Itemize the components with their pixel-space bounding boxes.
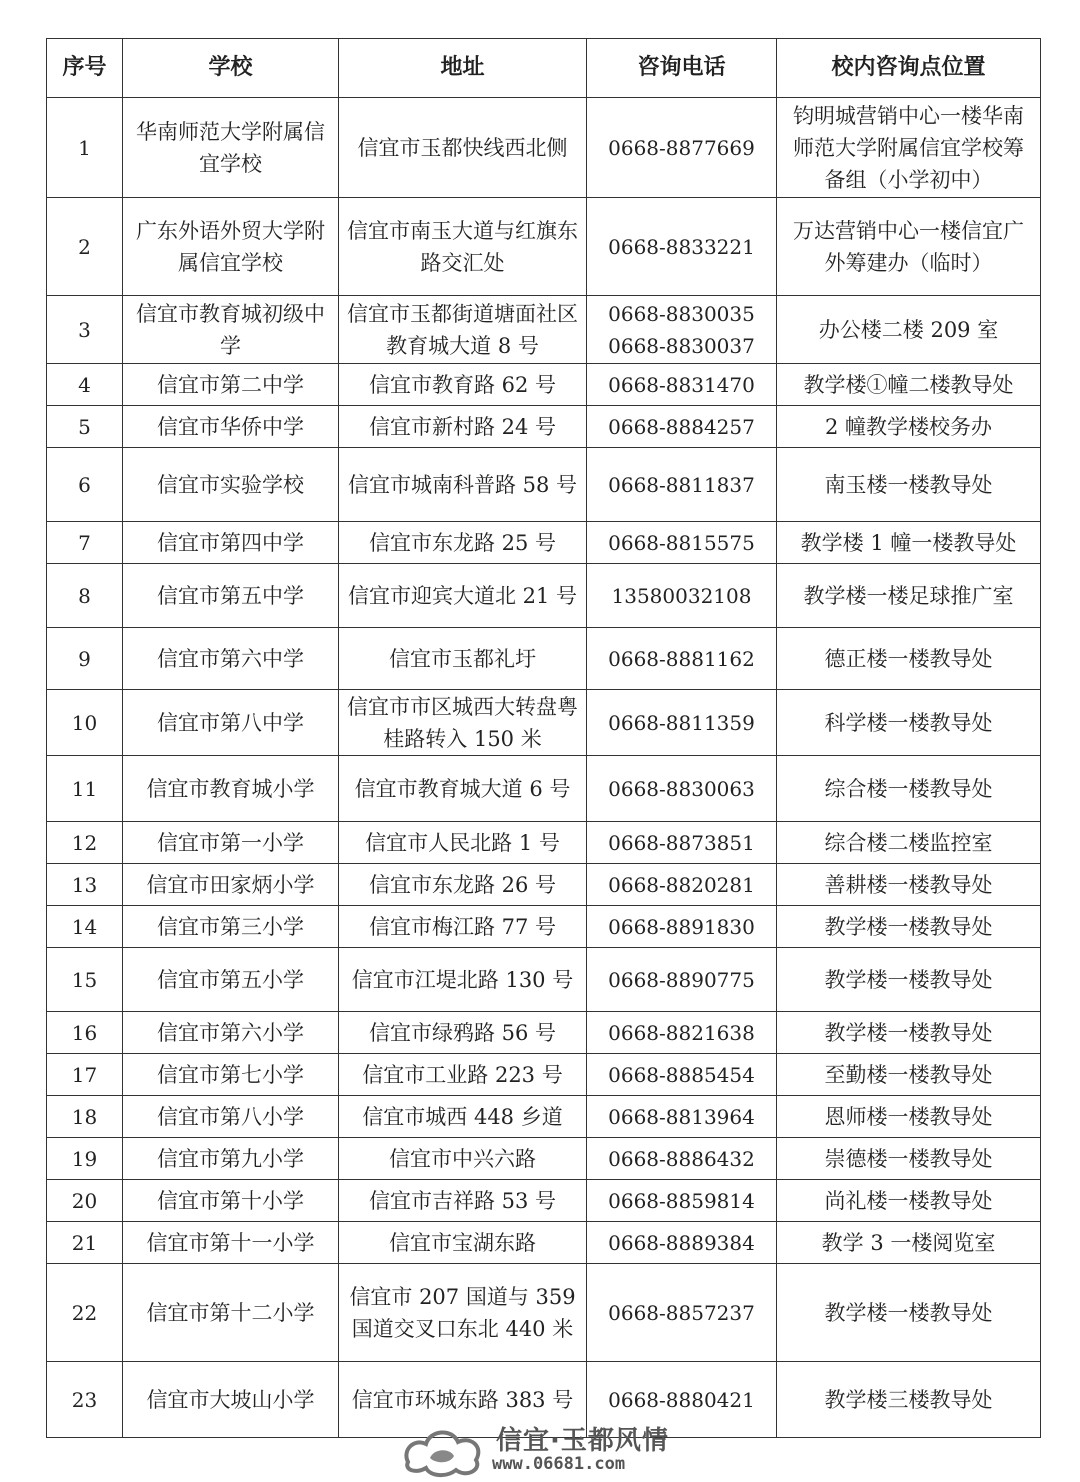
cell-location: 教学 3 一楼阅览室 xyxy=(777,1222,1041,1264)
cell-address: 信宜市宝湖东路 xyxy=(339,1222,587,1264)
header-school: 学校 xyxy=(123,39,339,98)
cell-location: 尚礼楼一楼教导处 xyxy=(777,1180,1041,1222)
cell-address: 信宜市吉祥路 53 号 xyxy=(339,1180,587,1222)
cell-location: 2 幢教学楼校务办 xyxy=(777,406,1041,448)
cell-address: 信宜市 207 国道与 359 国道交叉口东北 440 米 xyxy=(339,1264,587,1362)
table-row xyxy=(47,1180,1041,1222)
cell-phone: 0668-8889384 xyxy=(587,1222,777,1264)
table-row xyxy=(47,1264,1041,1362)
cell-phone: 0668-8886432 xyxy=(587,1138,777,1180)
cell-location: 教学楼①幢二楼教导处 xyxy=(777,364,1041,406)
cell-phone: 0668-8880421 xyxy=(587,1362,777,1438)
cell-school: 信宜市田家炳小学 xyxy=(123,864,339,906)
cell-location: 德正楼一楼教导处 xyxy=(777,628,1041,690)
cell-phone: 0668-8877669 xyxy=(587,98,777,198)
cell-phone: 0668-8884257 xyxy=(587,406,777,448)
cell-school: 信宜市实验学校 xyxy=(123,448,339,522)
cell-location: 综合楼二楼监控室 xyxy=(777,822,1041,864)
cell-no: 16 xyxy=(47,1012,123,1054)
cell-school: 广东外语外贸大学附属信宜学校 xyxy=(123,198,339,296)
cell-no: 12 xyxy=(47,822,123,864)
cell-phone: 0668-8821638 xyxy=(587,1012,777,1054)
table-row xyxy=(47,406,1041,448)
cell-phone: 0668-8891830 xyxy=(587,906,777,948)
cell-address: 信宜市城西 448 乡道 xyxy=(339,1096,587,1138)
cell-phone: 0668-8857237 xyxy=(587,1264,777,1362)
cell-no: 17 xyxy=(47,1054,123,1096)
cell-no: 10 xyxy=(47,690,123,756)
cell-phone: 0668-8811359 xyxy=(587,690,777,756)
header-location: 校内咨询点位置 xyxy=(777,39,1041,98)
cell-address: 信宜市环城东路 383 号 xyxy=(339,1362,587,1438)
cell-school: 信宜市第五中学 xyxy=(123,564,339,628)
table-row xyxy=(47,756,1041,822)
cell-no: 4 xyxy=(47,364,123,406)
cell-location: 善耕楼一楼教导处 xyxy=(777,864,1041,906)
cell-school: 信宜市第三小学 xyxy=(123,906,339,948)
cell-no: 13 xyxy=(47,864,123,906)
cell-address: 信宜市教育城大道 6 号 xyxy=(339,756,587,822)
cell-no: 5 xyxy=(47,406,123,448)
table-row xyxy=(47,98,1041,198)
cell-school: 信宜市第十小学 xyxy=(123,1180,339,1222)
table-row xyxy=(47,948,1041,1012)
cell-address: 信宜市梅江路 77 号 xyxy=(339,906,587,948)
cell-address: 信宜市江堤北路 130 号 xyxy=(339,948,587,1012)
table-row xyxy=(47,906,1041,948)
cell-no: 22 xyxy=(47,1264,123,1362)
table-row xyxy=(47,628,1041,690)
cell-school: 信宜市第六小学 xyxy=(123,1012,339,1054)
cell-no: 23 xyxy=(47,1362,123,1438)
cell-phone: 0668-8811837 xyxy=(587,448,777,522)
cell-address: 信宜市绿鸦路 56 号 xyxy=(339,1012,587,1054)
cell-location: 至勤楼一楼教导处 xyxy=(777,1054,1041,1096)
cell-address: 信宜市教育路 62 号 xyxy=(339,364,587,406)
table-row xyxy=(47,296,1041,364)
cell-phone: 0668-8831470 xyxy=(587,364,777,406)
header-address: 地址 xyxy=(339,39,587,98)
table-row xyxy=(47,864,1041,906)
cell-phone: 0668-8815575 xyxy=(587,522,777,564)
school-contact-table xyxy=(46,38,1041,1438)
cell-location: 教学楼一楼教导处 xyxy=(777,1264,1041,1362)
cell-no: 15 xyxy=(47,948,123,1012)
cell-location: 教学楼一楼足球推广室 xyxy=(777,564,1041,628)
cell-location: 教学楼一楼教导处 xyxy=(777,1012,1041,1054)
cell-no: 7 xyxy=(47,522,123,564)
cell-location: 教学楼一楼教导处 xyxy=(777,948,1041,1012)
header-no: 序号 xyxy=(47,39,123,98)
watermark xyxy=(400,1418,700,1482)
cell-location: 恩师楼一楼教导处 xyxy=(777,1096,1041,1138)
table-row xyxy=(47,1222,1041,1264)
cell-school: 信宜市教育城初级中学 xyxy=(123,296,339,364)
cell-school: 信宜市第八小学 xyxy=(123,1096,339,1138)
cell-phone: 0668-8881162 xyxy=(587,628,777,690)
cell-address: 信宜市人民北路 1 号 xyxy=(339,822,587,864)
cell-school: 信宜市第二中学 xyxy=(123,364,339,406)
cell-location: 崇德楼一楼教导处 xyxy=(777,1138,1041,1180)
cell-school: 信宜市第十二小学 xyxy=(123,1264,339,1362)
table-row xyxy=(47,1012,1041,1054)
table-row xyxy=(47,364,1041,406)
cell-no: 20 xyxy=(47,1180,123,1222)
cell-address: 信宜市工业路 223 号 xyxy=(339,1054,587,1096)
cell-address: 信宜市新村路 24 号 xyxy=(339,406,587,448)
table-row xyxy=(47,564,1041,628)
cell-school: 华南师范大学附属信宜学校 xyxy=(123,98,339,198)
cell-no: 2 xyxy=(47,198,123,296)
cell-address: 信宜市中兴六路 xyxy=(339,1138,587,1180)
table-row xyxy=(47,1054,1041,1096)
cell-school: 信宜市华侨中学 xyxy=(123,406,339,448)
cell-school: 信宜市第六中学 xyxy=(123,628,339,690)
cell-phone: 0668-8859814 xyxy=(587,1180,777,1222)
cell-no: 9 xyxy=(47,628,123,690)
cell-school: 信宜市第九小学 xyxy=(123,1138,339,1180)
cell-school: 信宜市第五小学 xyxy=(123,948,339,1012)
cell-school: 信宜市第四中学 xyxy=(123,522,339,564)
cell-no: 19 xyxy=(47,1138,123,1180)
watermark-url: www.06681.com xyxy=(492,1454,626,1474)
cell-no: 11 xyxy=(47,756,123,822)
cell-no: 6 xyxy=(47,448,123,522)
cell-location: 万达营销中心一楼信宜广外筹建办（临时） xyxy=(777,198,1041,296)
watermark-title: 信宜·玉都风情 xyxy=(496,1426,669,1456)
cell-phone: 0668-8890775 xyxy=(587,948,777,1012)
cell-location: 教学楼一楼教导处 xyxy=(777,906,1041,948)
cell-address: 信宜市城南科普路 58 号 xyxy=(339,448,587,522)
cell-address: 信宜市东龙路 26 号 xyxy=(339,864,587,906)
cell-phone: 0668-8833221 xyxy=(587,198,777,296)
table-row xyxy=(47,822,1041,864)
cell-no: 14 xyxy=(47,906,123,948)
table-row xyxy=(47,448,1041,522)
cell-phone: 0668-8813964 xyxy=(587,1096,777,1138)
cell-no: 3 xyxy=(47,296,123,364)
cell-phone: 0668-8830063 xyxy=(587,756,777,822)
cell-school: 信宜市第七小学 xyxy=(123,1054,339,1096)
cell-phone: 0668-8830035 0668-8830037 xyxy=(587,296,777,364)
cell-location: 南玉楼一楼教导处 xyxy=(777,448,1041,522)
cell-school: 信宜市大坡山小学 xyxy=(123,1362,339,1438)
cell-school: 信宜市第八中学 xyxy=(123,690,339,756)
cell-location: 科学楼一楼教导处 xyxy=(777,690,1041,756)
cell-address: 信宜市市区城西大转盘粤桂路转入 150 米 xyxy=(339,690,587,756)
cell-address: 信宜市玉都街道塘面社区教育城大道 8 号 xyxy=(339,296,587,364)
cell-location: 教学楼三楼教导处 xyxy=(777,1362,1041,1438)
table-row xyxy=(47,198,1041,296)
cell-phone: 13580032108 xyxy=(587,564,777,628)
cell-address: 信宜市玉都礼圩 xyxy=(339,628,587,690)
cell-school: 信宜市教育城小学 xyxy=(123,756,339,822)
cell-no: 1 xyxy=(47,98,123,198)
cell-phone: 0668-8873851 xyxy=(587,822,777,864)
table-row xyxy=(47,1138,1041,1180)
cell-phone: 0668-8820281 xyxy=(587,864,777,906)
cell-school: 信宜市第十一小学 xyxy=(123,1222,339,1264)
table-header-row xyxy=(47,39,1041,98)
cell-phone: 0668-8885454 xyxy=(587,1054,777,1096)
cell-no: 8 xyxy=(47,564,123,628)
table-row xyxy=(47,1096,1041,1138)
cell-address: 信宜市东龙路 25 号 xyxy=(339,522,587,564)
table-row xyxy=(47,690,1041,756)
cell-no: 21 xyxy=(47,1222,123,1264)
cell-location: 综合楼一楼教导处 xyxy=(777,756,1041,822)
table-row xyxy=(47,522,1041,564)
cell-location: 教学楼 1 幢一楼教导处 xyxy=(777,522,1041,564)
cell-no: 18 xyxy=(47,1096,123,1138)
header-phone: 咨询电话 xyxy=(587,39,777,98)
cell-address: 信宜市玉都快线西北侧 xyxy=(339,98,587,198)
cell-location: 办公楼二楼 209 室 xyxy=(777,296,1041,364)
cell-address: 信宜市迎宾大道北 21 号 xyxy=(339,564,587,628)
cloud-logo-icon xyxy=(400,1420,490,1480)
cell-address: 信宜市南玉大道与红旗东路交汇处 xyxy=(339,198,587,296)
cell-school: 信宜市第一小学 xyxy=(123,822,339,864)
cell-location: 钧明城营销中心一楼华南师范大学附属信宜学校筹备组（小学初中） xyxy=(777,98,1041,198)
